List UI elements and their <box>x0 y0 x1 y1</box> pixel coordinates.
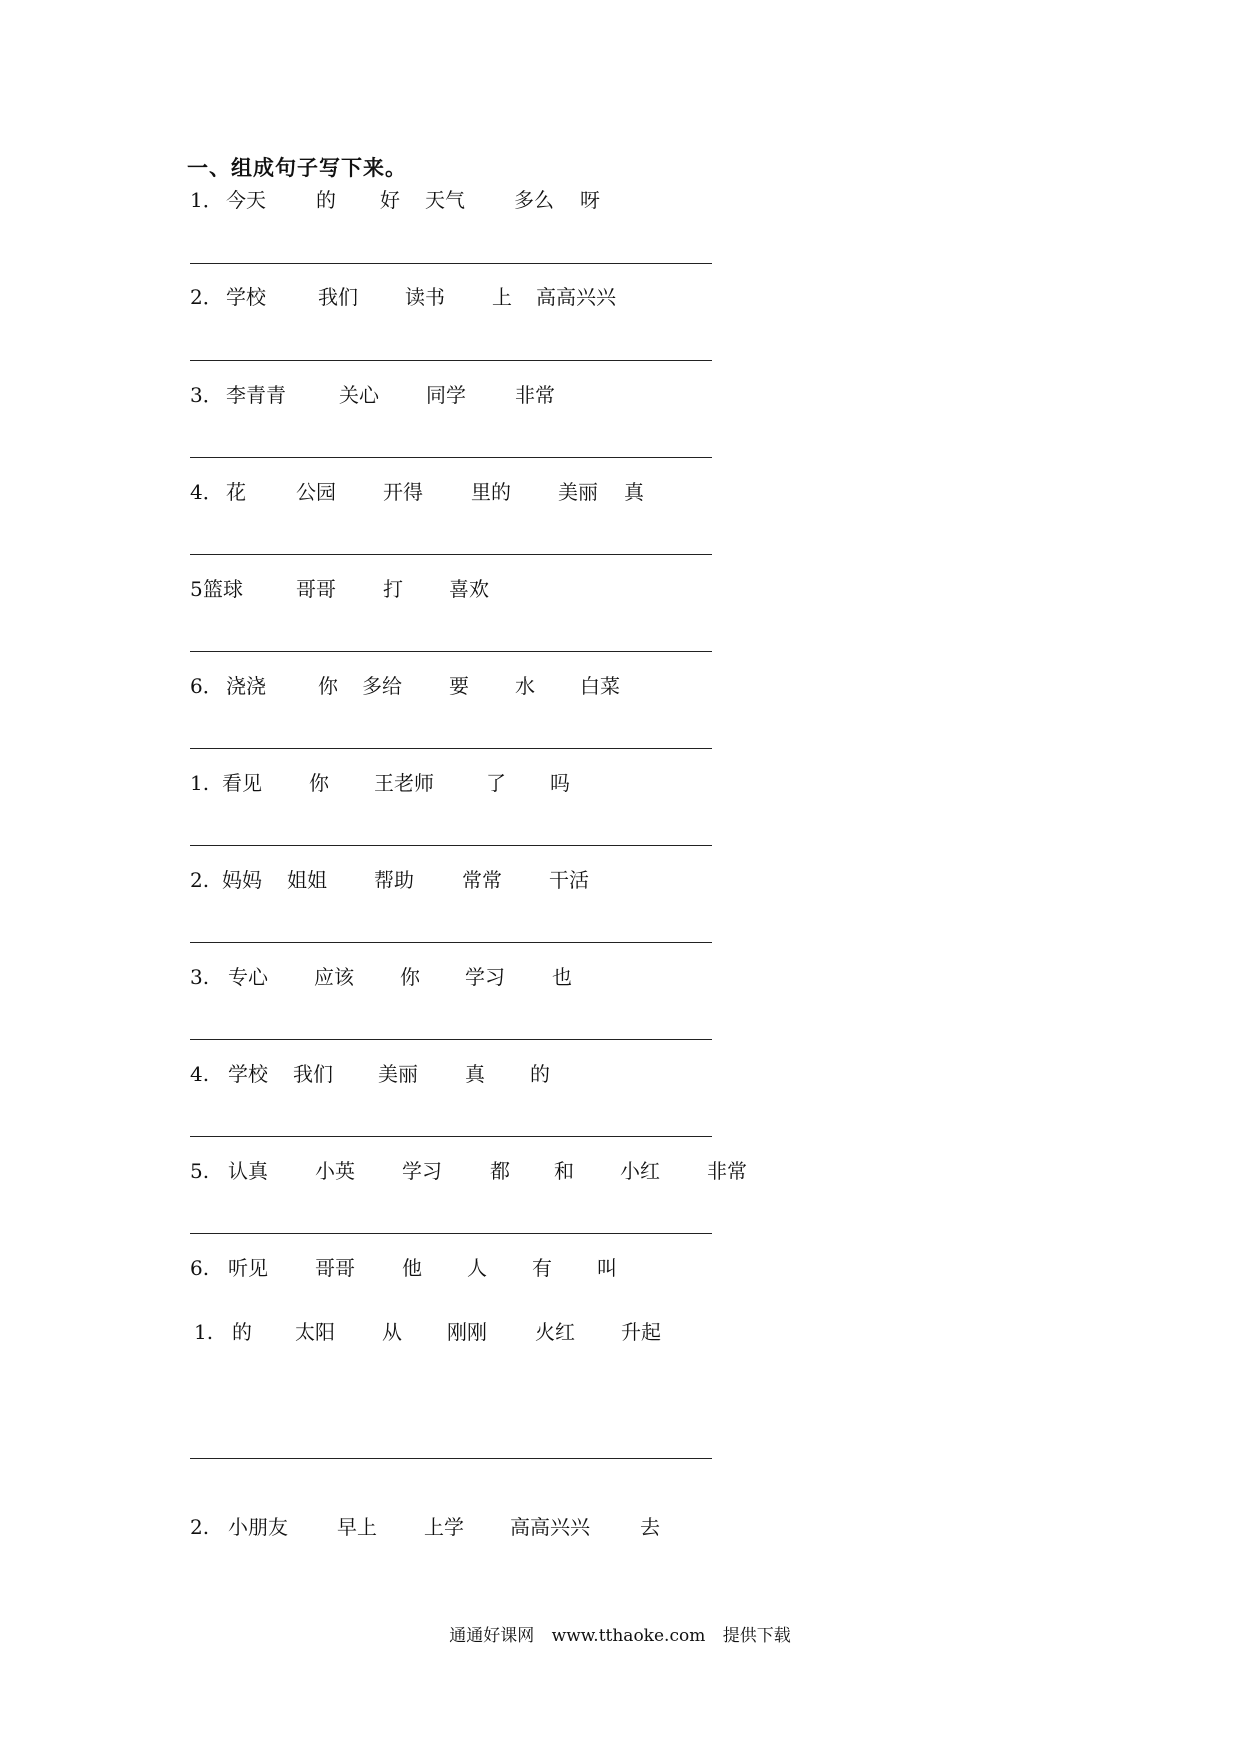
word-card: 非常 <box>707 1159 747 1183</box>
word-card: 公园 <box>296 480 336 504</box>
word-card: 早上 <box>337 1515 377 1539</box>
item-number: 5. <box>190 1159 210 1183</box>
word-card: 人 <box>467 1256 487 1280</box>
word-card: 你 <box>318 674 338 698</box>
word-card: 非常 <box>515 383 555 407</box>
word-card: 的 <box>316 188 336 212</box>
word-card: 叫 <box>597 1256 617 1280</box>
word-card: 干活 <box>549 868 589 892</box>
word-card: 也 <box>552 965 572 989</box>
word-card: 的 <box>530 1062 550 1086</box>
word-card: 看见 <box>222 771 262 795</box>
word-card: 美丽 <box>378 1062 418 1086</box>
item-number: 6. <box>190 1256 210 1280</box>
word-card: 打 <box>383 577 403 601</box>
footer-suffix: 提供下载 <box>722 1626 791 1646</box>
word-card: 高高兴兴 <box>510 1515 590 1539</box>
answer-line <box>190 1136 712 1137</box>
word-card: 常常 <box>462 868 502 892</box>
word-card: 呀 <box>580 188 600 212</box>
word-card: 哥哥 <box>315 1256 355 1280</box>
item-number: 4. <box>190 1062 210 1086</box>
word-card: 太阳 <box>295 1320 335 1344</box>
word-card: 小朋友 <box>228 1515 288 1539</box>
word-card: 要 <box>449 674 469 698</box>
word-card: 开得 <box>383 480 423 504</box>
word-card: 篮球 <box>203 577 243 601</box>
answer-line <box>190 554 712 555</box>
word-card: 了 <box>486 771 506 795</box>
word-card: 好 <box>380 188 400 212</box>
word-card: 小红 <box>620 1159 660 1183</box>
item-number: 1. <box>194 1320 214 1344</box>
word-card: 白菜 <box>580 674 620 698</box>
word-card: 学习 <box>465 965 505 989</box>
word-card: 专心 <box>228 965 268 989</box>
word-card: 花 <box>226 480 246 504</box>
answer-line <box>190 651 712 652</box>
page-footer <box>0 1621 1240 1646</box>
answer-line <box>190 748 712 749</box>
word-card: 里的 <box>471 480 511 504</box>
word-card: 的 <box>232 1320 252 1344</box>
word-card: 你 <box>309 771 329 795</box>
word-card: 学校 <box>226 285 266 309</box>
word-card: 升起 <box>621 1320 661 1344</box>
item-number: 1. <box>190 771 210 795</box>
item-number: 2． <box>190 285 223 309</box>
answer-line <box>190 263 712 264</box>
word-card: 和 <box>554 1159 574 1183</box>
word-card: 同学 <box>426 383 466 407</box>
answer-line <box>190 360 712 361</box>
word-card: 真 <box>624 480 644 504</box>
word-card: 高高兴兴 <box>536 285 616 309</box>
word-card: 他 <box>402 1256 422 1280</box>
word-card: 火红 <box>535 1320 575 1344</box>
section-heading: 一、组成句子写下来。 <box>187 156 407 180</box>
word-card: 帮助 <box>374 868 414 892</box>
item-number: 3. <box>190 965 210 989</box>
item-number: 4． <box>190 480 223 504</box>
word-card: 今天 <box>226 188 266 212</box>
answer-line <box>190 845 712 846</box>
word-card: 去 <box>640 1515 660 1539</box>
word-card: 我们 <box>318 285 358 309</box>
word-card: 应该 <box>314 965 354 989</box>
item-number: 6． <box>190 674 223 698</box>
word-card: 小英 <box>315 1159 355 1183</box>
word-card: 我们 <box>293 1062 333 1086</box>
word-card: 王老师 <box>374 771 434 795</box>
answer-line <box>190 942 712 943</box>
word-card: 多么 <box>514 188 554 212</box>
item-number: 3． <box>190 383 223 407</box>
word-card: 浇浇 <box>226 674 266 698</box>
word-card: 关心 <box>339 383 379 407</box>
word-card: 有 <box>532 1256 552 1280</box>
answer-line <box>190 1458 712 1459</box>
word-card: 上学 <box>424 1515 464 1539</box>
answer-line <box>190 1039 712 1040</box>
word-card: 美丽 <box>558 480 598 504</box>
word-card: 哥哥 <box>296 577 336 601</box>
word-card: 水 <box>515 674 535 698</box>
word-card: 都 <box>490 1159 510 1183</box>
word-card: 从 <box>382 1320 402 1344</box>
word-card: 你 <box>400 965 420 989</box>
footer-site-name: 通通好课网 <box>449 1626 535 1646</box>
word-card: 多给 <box>362 674 402 698</box>
word-card: 真 <box>465 1062 485 1086</box>
answer-line <box>190 1233 712 1234</box>
item-number: 2. <box>190 868 210 892</box>
word-card: 听见 <box>228 1256 268 1280</box>
item-number: 5 <box>190 577 203 601</box>
word-card: 上 <box>492 285 512 309</box>
word-card: 读书 <box>405 285 445 309</box>
answer-line <box>190 457 712 458</box>
word-card: 天气 <box>425 188 465 212</box>
word-card: 学校 <box>228 1062 268 1086</box>
footer-url: www.tthaoke.com <box>551 1626 706 1646</box>
word-card: 刚刚 <box>447 1320 487 1344</box>
word-card: 吗 <box>550 771 570 795</box>
item-number: 2. <box>190 1515 210 1539</box>
item-number: 1． <box>190 188 223 212</box>
word-card: 喜欢 <box>449 577 489 601</box>
word-card: 学习 <box>402 1159 442 1183</box>
word-card: 认真 <box>228 1159 268 1183</box>
word-card: 妈妈 <box>222 868 262 892</box>
word-card: 姐姐 <box>287 868 327 892</box>
word-card: 李青青 <box>226 383 286 407</box>
